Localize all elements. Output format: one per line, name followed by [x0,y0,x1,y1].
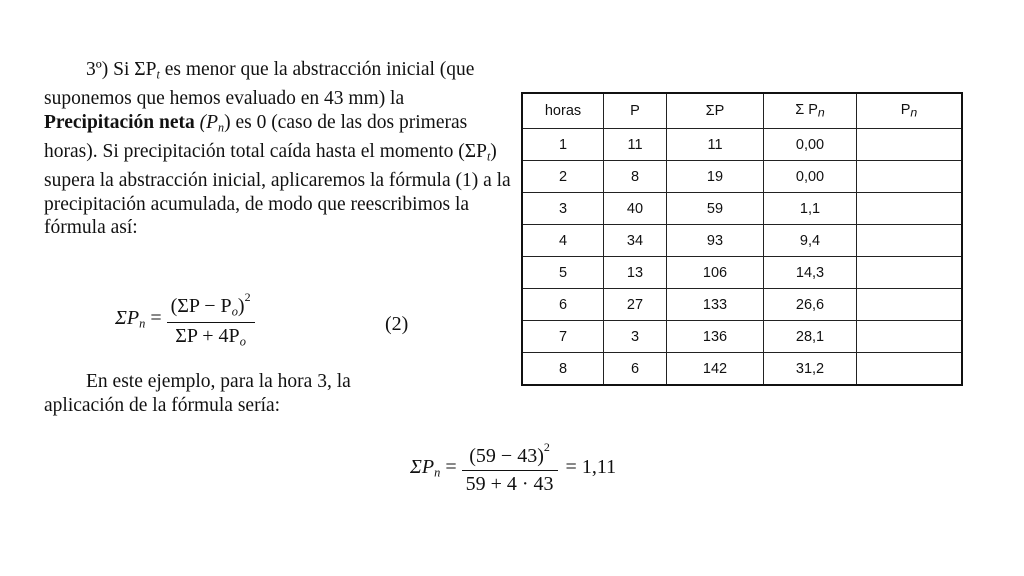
cell-sum-pn: 31,2 [764,353,857,386]
cell-sum-pn: 1,1 [764,193,857,225]
paragraph-2-line-1: En este ejemplo, para la hora 3, la [86,371,351,392]
cell-pn [857,257,963,289]
p1-sub-t: t [156,67,160,82]
f3-num-sup: 2 [543,440,550,454]
formula-2-fraction [167,290,255,349]
header-pn [857,93,963,129]
cell-sum-pn: 0,00 [764,161,857,193]
f2-num-end: ) [237,294,245,317]
formula-3-result: = 1,11 [565,456,617,479]
cell-pn [857,193,963,225]
cell-sum-pn: 26,6 [764,289,857,321]
cell-p: 8 [604,161,667,193]
cell-pn [857,353,963,386]
f2-den-sub: o [239,334,246,349]
p1-start: 3º) Si ΣP [86,59,157,80]
cell-p: 13 [604,257,667,289]
f2-num-sup: 2 [244,290,251,304]
cell-pn [857,225,963,257]
table-row [522,321,962,353]
cell-hora: 5 [522,257,604,289]
cell-sum-pn: 0,00 [764,129,857,161]
cell-hora: 2 [522,161,604,193]
header-sum-pn [764,93,857,129]
cell-hora: 6 [522,289,604,321]
header-horas: horas [522,93,604,129]
header-sum-p: ΣP [667,93,764,129]
formula-2-number: (2) [385,313,409,335]
formula-2 [115,290,255,349]
formula-3 [410,440,616,496]
table-row [522,353,962,386]
formula-3-numerator [462,440,558,471]
cell-sum-pn: 9,4 [764,225,857,257]
cell-p: 34 [604,225,667,257]
cell-sum-pn: 28,1 [764,321,857,353]
cell-hora: 7 [522,321,604,353]
f3-eq: = [440,455,457,478]
f2-num: (ΣP − P [170,294,232,317]
table-row [522,225,962,257]
cell-hora: 3 [522,193,604,225]
cell-sum-p: 106 [667,257,764,289]
cell-sum-p: 142 [667,353,764,386]
header-p: P [604,93,667,129]
paragraph-2 [44,370,514,417]
formula-2-lhs [115,307,162,332]
table-row [522,257,962,289]
formula-3-fraction [462,440,558,496]
table-header-row [522,93,962,129]
table-row [522,129,962,161]
cell-sum-p: 133 [667,289,764,321]
cell-hora: 4 [522,225,604,257]
cell-sum-pn: 14,3 [764,257,857,289]
cell-p: 27 [604,289,667,321]
cell-pn [857,129,963,161]
cell-sum-p: 11 [667,129,764,161]
p1-bold-term: Precipitación neta [44,111,195,133]
cell-p: 11 [604,129,667,161]
cell-sum-p: 93 [667,225,764,257]
cell-sum-p: 136 [667,321,764,353]
cell-hora: 8 [522,353,604,386]
paragraph-1 [44,58,514,240]
paragraph-1-text [44,58,514,240]
table-row [522,193,962,225]
f2-lhs-text: ΣP [115,307,140,330]
p1-sub-t2: t [486,149,491,164]
cell-sum-p: 59 [667,193,764,225]
f3-num: (59 − 43) [469,444,544,467]
cell-hora: 1 [522,129,604,161]
f3-lhs-text: ΣP [410,455,435,478]
cell-pn [857,289,963,321]
table-body [522,129,962,386]
table-row [522,161,962,193]
header-pn-sub: n [910,105,918,120]
header-sum-pn-sub: n [817,105,825,120]
cell-p: 40 [604,193,667,225]
cell-sum-p: 19 [667,161,764,193]
header-sum-pn-text: Σ P [795,102,818,119]
precipitation-table [521,92,963,386]
cell-pn [857,161,963,193]
cell-p: 3 [604,321,667,353]
formula-2-denominator [167,323,255,350]
p1-sub-n: n [218,120,225,135]
p1-d: ) supera la abstracción inicial, aplicaremos la fórmula (1) a la precipitación acumulada, de modo que reescribimos la fórmula así: [44,141,511,239]
cell-p: 6 [604,353,667,386]
f2-lhs-sub: n [139,316,146,331]
cell-pn [857,321,963,353]
formula-2-numerator [167,290,255,323]
formula-3-denominator: 59 + 4 · 43 [465,472,554,495]
p1-a: es menor que la abstracción inicial (que suponemos que hemos evaluado en 43 mm) la [44,59,475,110]
f2-eq: = [145,307,162,330]
p1-b: (P [194,111,219,133]
paragraph-2-line-2: aplicación de la fórmula sería: [44,394,281,416]
p1-c: ) es 0 (caso de las dos primeras horas). Si precipitación total caída hasta el momento (ΣP [44,111,487,163]
table-row [522,289,962,321]
formula-3-lhs [410,456,457,481]
f2-num-sub: o [231,304,238,319]
f2-den: ΣP + 4P [175,324,240,347]
header-pn-text: P [900,102,911,119]
f3-lhs-sub: n [434,465,441,480]
